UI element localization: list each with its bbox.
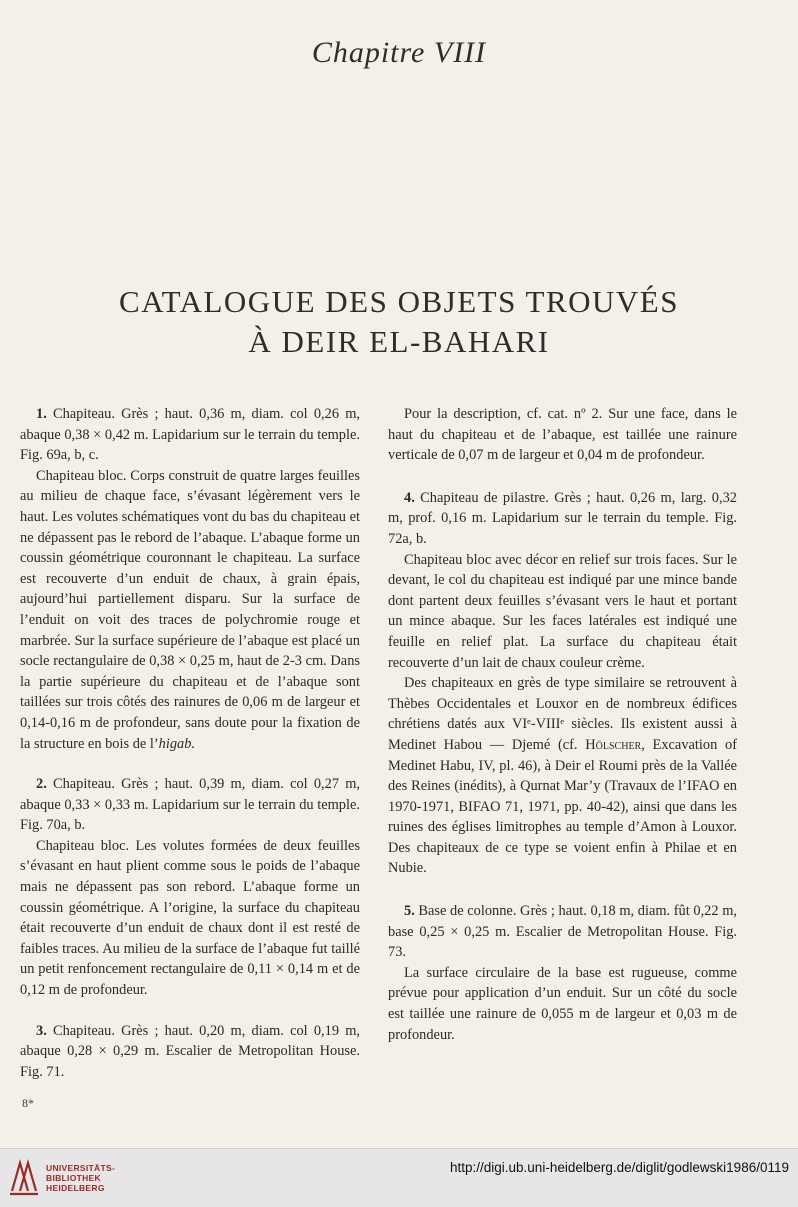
entry-4-comparanda-text-b: , Excavation of Medinet Habu, IV, pl. 46), à Deir el Roumi près de la Vallée des Reines (inédits), à Qurnat Mar’y (Travaux de l’IFAO en 1970-1971, BIFAO 71, 1971, pp. 40-42), ainsi que dans les ruines des églises limitrophes au temple d’Amon à Louxor. Des chapiteaux de ce type se voient enfin à Philae et en Nubie. <box>388 736 737 877</box>
entry-4-comparanda-text-a: Des chapiteaux en grès de type similaire se retrouvent à Thèbes Occidentales et Louxor en de nombreux édifices chrétiens datés aux VIᵉ-VIIIᵉ siècles. Ils existent aussi à Medinet Habou — Djemé (cf. <box>388 675 737 753</box>
entry-5-heading-text: Base de colonne. Grès ; haut. 0,18 m, diam. fût 0,22 m, base 0,25 × 0,25 m. Escalier de Metropolitan House. Fig. 73. <box>388 903 737 961</box>
logo-line-3: HEIDELBERG <box>46 1183 105 1193</box>
entry-2-heading <box>20 774 360 836</box>
left-column <box>20 404 360 1082</box>
page-folio: 8* <box>22 1096 34 1110</box>
entry-1-italic-term: higab. <box>158 735 196 752</box>
entry-4-heading <box>388 488 737 550</box>
title-line-2: À DEIR EL-BAHARI <box>248 324 550 359</box>
library-logo-icon <box>8 1157 40 1197</box>
entry-4-description: Chapiteau bloc avec décor en relief sur trois faces. Sur le devant, le col du chapiteau est indiqué par une mince bande dont partent deux feuilles s’évasant vers le haut et portant un mince abaque. Sur les faces latérales est indiqué une feuille en relief plat. La surface du chapiteau était recouverte d’un lait de chaux couleur crème. <box>388 551 737 671</box>
entry-4-comparanda <box>388 673 737 879</box>
entry-2-description: Chapiteau bloc. Les volutes formées de deux feuilles s’évasant en haut plient comme sous le poids de l’abaque mais ne dépassent pas son rebord. L’abaque forme un coussin géométrique. A l’origine, la surface du chapiteau était recouverte d’un enduit de chaux dont il est resté de faibles traces. Au milieu de la surface de l’abaque fut taillé un petit renfoncement rectangulaire de 0,11 × 0,14 m et de 0,12 m de profondeur. <box>20 837 360 999</box>
entry-2-heading-text: Chapiteau. Grès ; haut. 0,39 m, diam. col 0,27 m, abaque 0,33 × 0,33 m. Lapidarium sur le terrain du temple. Fig. 70a, b. <box>20 776 360 834</box>
entry-1-description <box>20 466 360 754</box>
chapter-heading: Chapitre VIII <box>311 36 487 69</box>
entry-5-heading <box>388 901 737 963</box>
logo-line-2: BIBLIOTHEK <box>46 1173 101 1183</box>
permalink-url[interactable]: http://digi.ub.uni-heidelberg.de/diglit/godlewski1986/0119 <box>450 1160 789 1175</box>
catalogue-title <box>0 282 798 362</box>
entry-5-number: 5. <box>404 903 415 920</box>
logo-line-1: UNIVERSITÄTS- <box>46 1163 116 1173</box>
entry-3-heading <box>20 1021 360 1083</box>
entry-3-description: Pour la description, cf. cat. nº 2. Sur une face, dans le haut du chapiteau et de l’abaque, est taillée une rainure verticale de 0,07 m de largeur et 0,04 m de profondeur. <box>388 406 737 464</box>
author-name: Hölscher <box>585 736 642 753</box>
spacer <box>20 754 360 774</box>
footer-bar <box>0 1148 798 1207</box>
entry-1-description-text: Chapiteau bloc. Corps construit de quatre larges feuilles au milieu de chaque face, s’évasant légèrement vers le haut. Les volutes schématiques vont du bas du chapiteau et ne dépassent pas le rebord de l’abaque. L’abaque forme un coussin géométrique couronnant le chapiteau. La surface est recouverte d’un enduit de chaux, à grain épais, aujourd’hui partiellement disparu. Sur la surface de l’enduit on voit des traces de polychromie rouge et marbrée. Sur la surface supérieure de l’abaque est placé un socle rectangulaire de 0,38 × 0,25 m, haut de 2-3 cm. Dans la partie supérieure du chapiteau et de l’abaque sont taillées sur trois côtés des rainures de 0,06 m de largeur et 0,14-0,16 m de profondeur, sans doute pour la fixation de la structure en bois de l’ <box>20 467 360 752</box>
entry-1-number: 1. <box>36 406 47 422</box>
entry-2-number: 2. <box>36 776 47 793</box>
entry-3-heading-text: Chapiteau. Grès ; haut. 0,20 m, diam. col 0,19 m, abaque 0,28 × 0,29 m. Escalier de Metropolitan House. Fig. 71. <box>20 1022 360 1080</box>
entry-4-heading-text: Chapiteau de pilastre. Grès ; haut. 0,26 m, larg. 0,32 m, prof. 0,16 m. Lapidarium sur le terrain du temple. Fig. 72a, b. <box>388 489 737 547</box>
spacer <box>20 1001 360 1021</box>
entry-1-heading-text: Chapiteau. Grès ; haut. 0,36 m, diam. col 0,26 m, abaque 0,38 × 0,42 m. Lapidarium sur le terrain du temple. Fig. 69a, b, c. <box>20 406 360 464</box>
right-column <box>388 404 737 1045</box>
title-line-1: CATALOGUE DES OBJETS TROUVÉS <box>119 284 679 319</box>
entry-1-heading <box>20 404 360 466</box>
entry-4-number: 4. <box>404 489 415 506</box>
entry-3-number: 3. <box>36 1022 47 1039</box>
spacer <box>388 879 737 901</box>
entry-5-description: La surface circulaire de la base est rugueuse, comme prévue pour application d’un enduit. Sur un côté du socle est taillée une rainure de 0,055 m de largeur et 0,03 m de profondeur. <box>388 964 737 1043</box>
spacer <box>388 466 737 488</box>
library-logo-text <box>46 1163 115 1193</box>
